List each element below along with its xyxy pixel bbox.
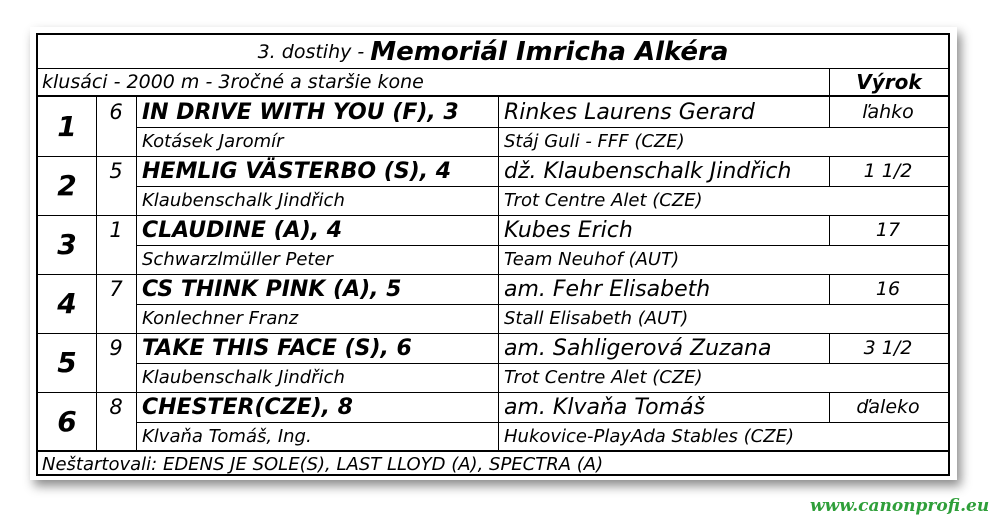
- start-number: 6: [109, 100, 123, 124]
- owner-name: Trot Centre Alet (CZE): [504, 367, 703, 388]
- results-card: [36, 33, 950, 476]
- owner-name: Stall Elisabeth (AUT): [504, 308, 689, 329]
- driver-name: Kubes Erich: [504, 217, 633, 243]
- divider: [829, 97, 830, 127]
- divider: [96, 274, 97, 333]
- divider: [96, 215, 97, 274]
- divider: [136, 186, 948, 187]
- trainer-name: Schwarzlmüller Peter: [142, 249, 333, 270]
- race-prefix: 3. dostihy -: [257, 40, 365, 63]
- margin-value: 17: [875, 219, 901, 241]
- trainer-name: Klaubenschalk Jindřich: [142, 190, 345, 211]
- watermark-text: www.canonprofi.eu: [810, 496, 990, 516]
- owner-name: Stáj Guli - FFF (CZE): [504, 131, 685, 152]
- divider: [829, 215, 830, 245]
- horse-name: CLAUDINE (A), 4: [142, 217, 343, 243]
- driver-name: am. Fehr Elisabeth: [504, 276, 711, 302]
- divider: [136, 245, 948, 246]
- owner-name: Hukovice-PlayAda Stables (CZE): [504, 426, 794, 447]
- place-cell: 3: [57, 228, 77, 261]
- driver-name: am. Klvaňa Tomáš: [504, 394, 705, 420]
- place-cell: 6: [57, 405, 77, 438]
- horse-name: TAKE THIS FACE (S), 6: [142, 335, 412, 361]
- driver-name: dž. Klaubenschalk Jindřich: [504, 158, 792, 184]
- divider: [829, 333, 830, 363]
- place-cell: 2: [57, 169, 77, 202]
- divider: [829, 156, 830, 186]
- margin-value: ľahko: [862, 101, 914, 123]
- place-cell: 4: [57, 287, 77, 320]
- driver-name: am. Sahligerová Zuzana: [504, 335, 772, 361]
- non-starters: Neštartovali: EDENS JE SOLE(S), LAST LLOYD (A), SPECTRA (A): [42, 453, 604, 475]
- horse-name: CHESTER(CZE), 8: [142, 394, 353, 420]
- divider: [829, 274, 830, 304]
- divider: [96, 333, 97, 392]
- margin-value: 1 1/2: [863, 160, 913, 182]
- place-cell: 1: [57, 110, 77, 143]
- divider: [829, 392, 830, 422]
- divider: [96, 156, 97, 215]
- start-number: 9: [109, 336, 123, 360]
- race-conditions: klusáci - 2000 m - 3ročné a staršie kone: [42, 71, 424, 93]
- start-number: 8: [109, 395, 123, 419]
- trainer-name: Klaubenschalk Jindřich: [142, 367, 345, 388]
- margin-header: Výrok: [856, 70, 922, 94]
- start-number: 7: [109, 277, 123, 301]
- divider: [136, 422, 948, 423]
- owner-name: Team Neuhof (AUT): [504, 249, 680, 270]
- driver-name: Rinkes Laurens Gerard: [504, 99, 755, 125]
- divider: [136, 304, 948, 305]
- divider: [96, 97, 97, 156]
- horse-name: HEMLIG VÄSTERBO (S), 4: [142, 158, 452, 184]
- margin-value: ďaleko: [856, 396, 920, 418]
- owner-name: Trot Centre Alet (CZE): [504, 190, 703, 211]
- start-number: 1: [109, 218, 123, 242]
- horse-name: IN DRIVE WITH YOU (F), 3: [142, 99, 459, 125]
- place-cell: 5: [57, 346, 77, 379]
- margin-value: 3 1/2: [863, 337, 913, 359]
- margin-value: 16: [875, 278, 901, 300]
- divider: [136, 363, 948, 364]
- divider: [829, 68, 830, 95]
- divider: [136, 127, 948, 128]
- race-title: [38, 35, 948, 68]
- trainer-name: Konlechner Franz: [142, 308, 299, 329]
- divider: [96, 392, 97, 451]
- start-number: 5: [109, 159, 123, 183]
- trainer-name: Kotásek Jaromír: [142, 131, 284, 152]
- race-name: Memoriál Imricha Alkéra: [370, 36, 729, 67]
- trainer-name: Klvaňa Tomáš, Ing.: [142, 426, 312, 447]
- horse-name: CS THINK PINK (A), 5: [142, 276, 402, 302]
